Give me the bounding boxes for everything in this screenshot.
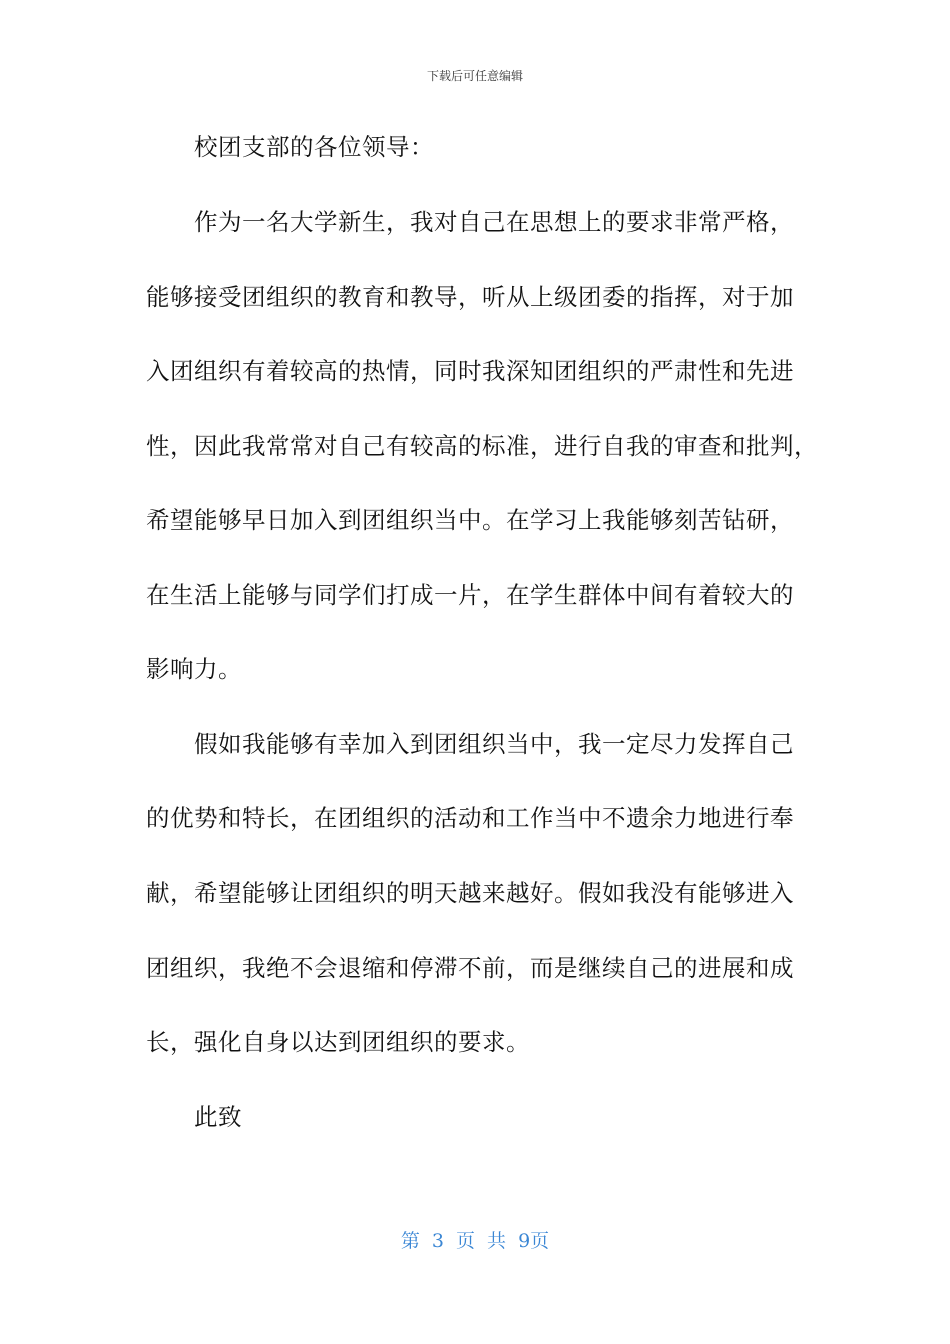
paragraph-line: 希望能够早日加入到团组织当中。在学习上我能够刻苦钻研， — [146, 506, 794, 534]
paragraph-line: 能够接受团组织的教育和教导，听从上级团委的指挥，对于加 — [146, 283, 794, 311]
salutation: 校团支部的各位领导： — [194, 133, 434, 161]
paragraph-line: 长，强化自身以达到团组织的要求。 — [146, 1028, 530, 1056]
page-number: 第 3 页 共 9页 — [400, 1230, 550, 1252]
paragraph-line: 性，因此我常常对自己有较高的标准，进行自我的审查和批判， — [146, 432, 818, 460]
paragraph-line: 献，希望能够让团组织的明天越来越好。假如我没有能够进入 — [146, 879, 794, 907]
paragraph-line: 假如我能够有幸加入到团组织当中，我一定尽力发挥自己 — [194, 730, 794, 758]
page-header: 下载后可任意编辑 — [426, 69, 523, 83]
paragraph-line: 影响力。 — [146, 655, 242, 683]
paragraph-line: 入团组织有着较高的热情，同时我深知团组织的严肃性和先进 — [146, 357, 794, 385]
paragraph-line: 作为一名大学新生，我对自己在思想上的要求非常严格， — [194, 208, 794, 236]
paragraph-line: 在生活上能够与同学们打成一片，在学生群体中间有着较大的 — [146, 581, 794, 609]
closing: 此致 — [194, 1103, 242, 1131]
paragraph-line: 团组织，我绝不会退缩和停滞不前，而是继续自己的进展和成 — [146, 954, 794, 982]
paragraph-line: 的优势和特长，在团组织的活动和工作当中不遗余力地进行奉 — [146, 804, 794, 832]
